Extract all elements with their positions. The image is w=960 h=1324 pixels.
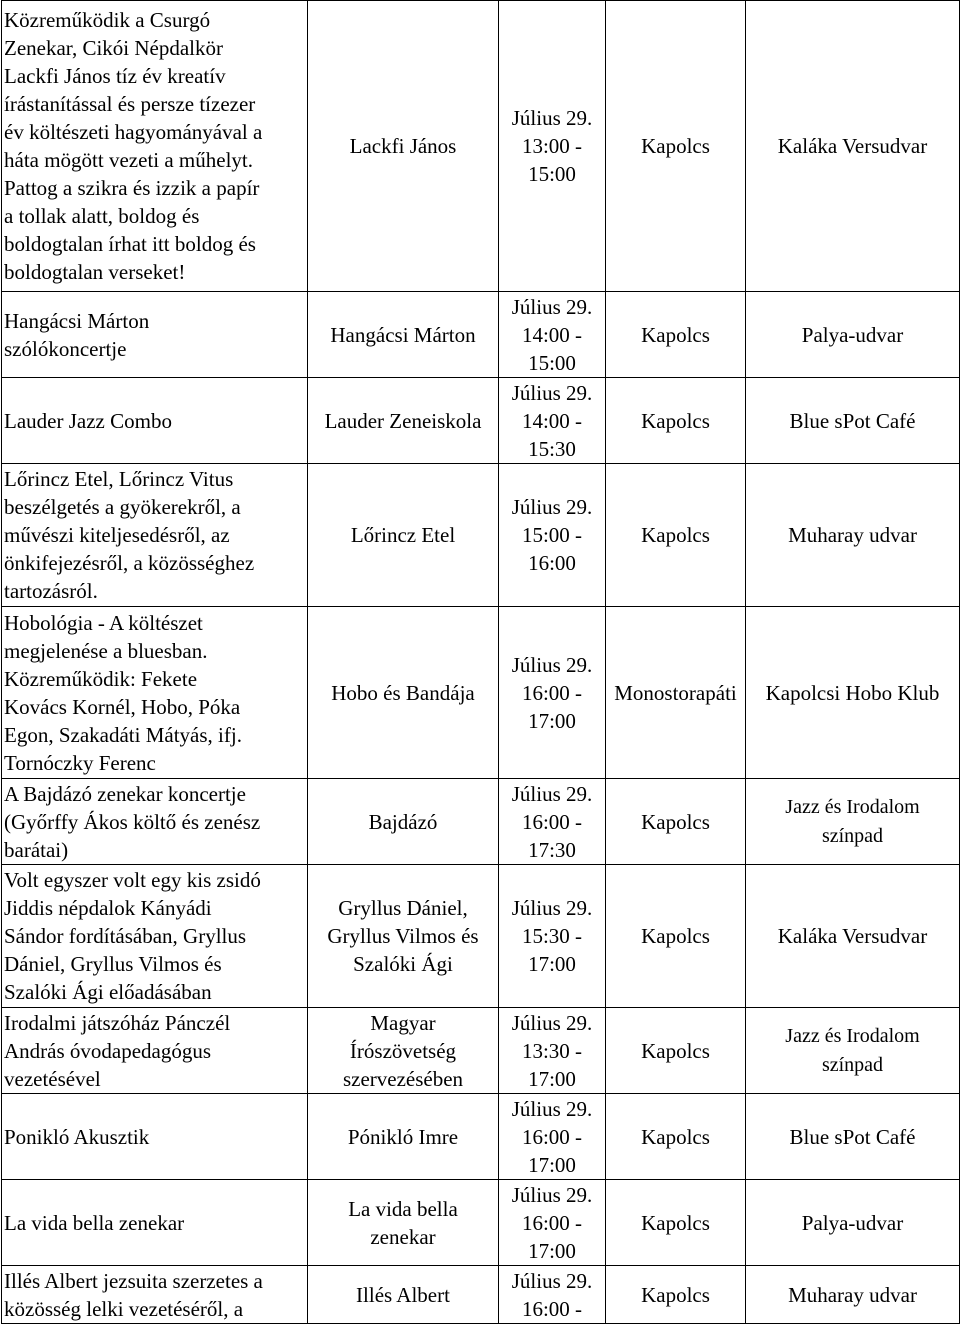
table-row [2, 865, 960, 1008]
event-venue: Blue sPot Café [746, 378, 960, 464]
event-time: Július 29. 15:30 - 17:00 [499, 865, 606, 1008]
event-description: Illés Albert jezsuita szerzetes a közösség lelki vezetéséről, a [2, 1266, 308, 1324]
event-description: Volt egyszer volt egy kis zsidó Jiddis népdalok Kányádi Sándor fordításában, Gryllus Dániel, Gryllus Vilmos és Szalóki Ági előadásában [2, 865, 308, 1008]
event-place: Kapolcs [606, 378, 746, 464]
event-time: Július 29. 16:00 - 17:30 [499, 779, 606, 865]
event-venue: Palya-udvar [746, 292, 960, 378]
event-performer: Lauder Zeneiskola [308, 378, 499, 464]
event-venue: Kaláka Versudvar [746, 865, 960, 1008]
event-place: Kapolcs [606, 779, 746, 865]
table-row [2, 464, 960, 607]
event-description: Ponikló Akusztik [2, 1094, 308, 1180]
event-venue: Palya-udvar [746, 1180, 960, 1266]
event-time: Július 29. 14:00 - 15:30 [499, 378, 606, 464]
event-place: Kapolcs [606, 865, 746, 1008]
event-place: Kapolcs [606, 1266, 746, 1324]
event-place: Kapolcs [606, 292, 746, 378]
program-table [1, 0, 960, 1324]
event-performer: Lőrincz Etel [308, 464, 499, 607]
event-place: Kapolcs [606, 1094, 746, 1180]
event-time: Július 29. 16:00 - 17:00 [499, 1094, 606, 1180]
event-time: Július 29. 16:00 - [499, 1266, 606, 1324]
table-row [2, 1094, 960, 1180]
event-description: Irodalmi játszóház Pánczél András óvodapedagógus vezetésével [2, 1008, 308, 1094]
event-performer: Lackfi János [308, 1, 499, 292]
event-description: Közreműködik a Csurgó Zenekar, Cikói Népdalkör Lackfi János tíz év kreatív írástanítással és persze tízezer év költészeti hagyományával a háta mögött vezeti a műhelyt. Pattog a szikra és izzik a papír a tollak alatt, boldog és boldogtalan írhat itt boldog és boldogtalan verseket! [2, 1, 308, 292]
event-description: Hobológia - A költészet megjelenése a bluesban. Közreműködik: Fekete Kovács Kornél, Hobo, Póka Egon, Szakadáti Mátyás, ifj. Tornóczky Ferenc [2, 607, 308, 779]
event-time: Július 29. 16:00 - 17:00 [499, 1180, 606, 1266]
event-time: Július 29. 13:30 - 17:00 [499, 1008, 606, 1094]
event-place: Kapolcs [606, 1, 746, 292]
event-performer: Magyar Írószövetség szervezésében [308, 1008, 499, 1094]
table-row [2, 607, 960, 779]
event-place: Monostorapáti [606, 607, 746, 779]
event-time: Július 29. 16:00 - 17:00 [499, 607, 606, 779]
event-venue: Jazz és Irodalom színpad [746, 779, 960, 865]
event-description: La vida bella zenekar [2, 1180, 308, 1266]
event-venue: Kapolcsi Hobo Klub [746, 607, 960, 779]
event-description: Lőrincz Etel, Lőrincz Vitus beszélgetés a gyökerekről, a művészi kiteljesedésről, az önkifejezésről, a közösséghez tartozásról. [2, 464, 308, 607]
event-time: Július 29. 15:00 - 16:00 [499, 464, 606, 607]
table-row [2, 1180, 960, 1266]
event-place: Kapolcs [606, 1008, 746, 1094]
table-row [2, 1, 960, 292]
event-place: Kapolcs [606, 1180, 746, 1266]
event-performer: Pónikló Imre [308, 1094, 499, 1180]
event-time: Július 29. 13:00 - 15:00 [499, 1, 606, 292]
event-venue: Muharay udvar [746, 1266, 960, 1324]
event-venue: Kaláka Versudvar [746, 1, 960, 292]
table-row [2, 378, 960, 464]
event-performer: Gryllus Dániel, Gryllus Vilmos és Szalóki Ági [308, 865, 499, 1008]
event-description: Hangácsi Márton szólókoncertje [2, 292, 308, 378]
table-row [2, 779, 960, 865]
event-time: Július 29. 14:00 - 15:00 [499, 292, 606, 378]
event-venue: Muharay udvar [746, 464, 960, 607]
event-performer: Hobo és Bandája [308, 607, 499, 779]
table-row [2, 1266, 960, 1324]
event-place: Kapolcs [606, 464, 746, 607]
event-performer: Bajdázó [308, 779, 499, 865]
table-row [2, 1008, 960, 1094]
event-description: A Bajdázó zenekar koncertje (Győrffy Ákos költő és zenész barátai) [2, 779, 308, 865]
table-row [2, 292, 960, 378]
event-performer: Hangácsi Márton [308, 292, 499, 378]
event-venue: Blue sPot Café [746, 1094, 960, 1180]
event-description: Lauder Jazz Combo [2, 378, 308, 464]
event-performer: La vida bella zenekar [308, 1180, 499, 1266]
event-performer: Illés Albert [308, 1266, 499, 1324]
event-venue: Jazz és Irodalom színpad [746, 1008, 960, 1094]
